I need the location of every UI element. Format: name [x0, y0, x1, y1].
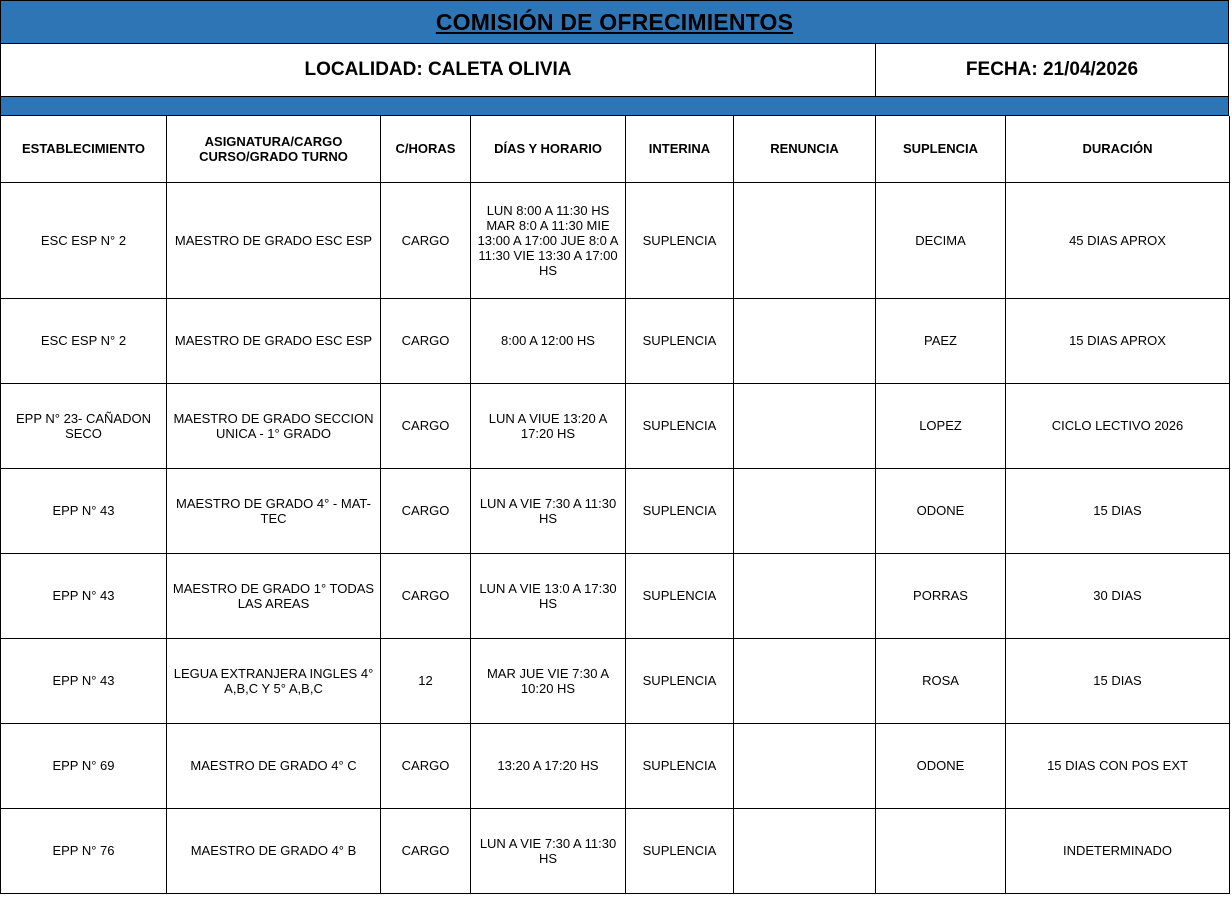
column-header: C/HORAS	[381, 116, 471, 182]
cell-schedule: LUN A VIE 7:30 A 11:30 HS	[471, 468, 626, 553]
cell-subject: MAESTRO DE GRADO 4° - MAT-TEC	[167, 468, 381, 553]
cell-duration: 30 DIAS	[1006, 553, 1230, 638]
cell-establishment: ESC ESP N° 2	[1, 298, 167, 383]
cell-interina: SUPLENCIA	[626, 182, 734, 298]
table-row	[1, 553, 1230, 638]
cell-establishment: EPP N° 43	[1, 553, 167, 638]
cell-subject: MAESTRO DE GRADO ESC ESP	[167, 182, 381, 298]
cell-hours: CARGO	[381, 298, 471, 383]
column-header: DÍAS Y HORARIO	[471, 116, 626, 182]
cell-duration: 15 DIAS	[1006, 638, 1230, 723]
cell-establishment: ESC ESP N° 2	[1, 182, 167, 298]
column-header: ASIGNATURA/CARGO CURSO/GRADO TURNO	[167, 116, 381, 182]
cell-interina: SUPLENCIA	[626, 383, 734, 468]
column-header: RENUNCIA	[734, 116, 876, 182]
cell-hours: CARGO	[381, 723, 471, 808]
cell-renuncia	[734, 723, 876, 808]
cell-schedule: LUN A VIE 13:0 A 17:30 HS	[471, 553, 626, 638]
cell-interina: SUPLENCIA	[626, 553, 734, 638]
cell-interina: SUPLENCIA	[626, 468, 734, 553]
cell-suplencia: ODONE	[876, 468, 1006, 553]
cell-schedule: LUN A VIE 7:30 A 11:30 HS	[471, 808, 626, 893]
cell-renuncia	[734, 808, 876, 893]
cell-renuncia	[734, 553, 876, 638]
offers-table	[0, 116, 1230, 894]
cell-establishment: EPP N° 43	[1, 468, 167, 553]
cell-renuncia	[734, 468, 876, 553]
cell-suplencia: PAEZ	[876, 298, 1006, 383]
page-title: COMISIÓN DE OFRECIMIENTOS	[435, 8, 794, 35]
cell-duration: 15 DIAS APROX	[1006, 298, 1230, 383]
table-row	[1, 638, 1230, 723]
table-row	[1, 182, 1230, 298]
table-row	[1, 468, 1230, 553]
locality-label: LOCALIDAD: CALETA OLIVIA	[1, 44, 876, 96]
cell-duration: 45 DIAS APROX	[1006, 182, 1230, 298]
cell-subject: MAESTRO DE GRADO 4° B	[167, 808, 381, 893]
cell-duration: CICLO LECTIVO 2026	[1006, 383, 1230, 468]
cell-establishment: EPP N° 43	[1, 638, 167, 723]
date-label: FECHA: 21/04/2026	[965, 59, 1139, 80]
cell-hours: CARGO	[381, 553, 471, 638]
table-row	[1, 298, 1230, 383]
cell-duration: 15 DIAS CON POS EXT	[1006, 723, 1230, 808]
column-header: INTERINA	[626, 116, 734, 182]
cell-suplencia: ROSA	[876, 638, 1006, 723]
cell-renuncia	[734, 182, 876, 298]
cell-subject: MAESTRO DE GRADO ESC ESP	[167, 298, 381, 383]
cell-hours: CARGO	[381, 182, 471, 298]
cell-subject: MAESTRO DE GRADO 1° TODAS LAS AREAS	[167, 553, 381, 638]
cell-duration: INDETERMINADO	[1006, 808, 1230, 893]
separator-bar	[0, 97, 1229, 116]
cell-establishment: EPP N° 69	[1, 723, 167, 808]
cell-establishment: EPP N° 23- CAÑADON SECO	[1, 383, 167, 468]
title-bar	[0, 0, 1229, 44]
table-row	[1, 808, 1230, 893]
cell-hours: 12	[381, 638, 471, 723]
table-row	[1, 723, 1230, 808]
cell-subject: MAESTRO DE GRADO 4° C	[167, 723, 381, 808]
cell-schedule: 8:00 A 12:00 HS	[471, 298, 626, 383]
cell-hours: CARGO	[381, 468, 471, 553]
cell-renuncia	[734, 298, 876, 383]
cell-subject: LEGUA EXTRANJERA INGLES 4° A,B,C Y 5° A,B,C	[167, 638, 381, 723]
cell-hours: CARGO	[381, 383, 471, 468]
cell-interina: SUPLENCIA	[626, 723, 734, 808]
cell-subject: MAESTRO DE GRADO SECCION UNICA - 1° GRADO	[167, 383, 381, 468]
table-header-row	[1, 116, 1230, 182]
cell-schedule: 13:20 A 17:20 HS	[471, 723, 626, 808]
cell-suplencia: ODONE	[876, 723, 1006, 808]
cell-renuncia	[734, 383, 876, 468]
column-header: DURACIÓN	[1006, 116, 1230, 182]
cell-suplencia: DECIMA	[876, 182, 1006, 298]
cell-schedule: MAR JUE VIE 7:30 A 10:20 HS	[471, 638, 626, 723]
cell-schedule: LUN 8:00 A 11:30 HS MAR 8:0 A 11:30 MIE 13:00 A 17:00 JUE 8:0 A 11:30 VIE 13:30 A 17:00 HS	[471, 182, 626, 298]
cell-hours: CARGO	[381, 808, 471, 893]
cell-suplencia	[876, 808, 1006, 893]
cell-establishment: EPP N° 76	[1, 808, 167, 893]
cell-interina: SUPLENCIA	[626, 638, 734, 723]
cell-renuncia	[734, 638, 876, 723]
cell-suplencia: LOPEZ	[876, 383, 1006, 468]
cell-interina: SUPLENCIA	[626, 808, 734, 893]
cell-interina: SUPLENCIA	[626, 298, 734, 383]
info-row	[0, 44, 1229, 97]
cell-schedule: LUN A VIUE 13:20 A 17:20 HS	[471, 383, 626, 468]
cell-duration: 15 DIAS	[1006, 468, 1230, 553]
cell-suplencia: PORRAS	[876, 553, 1006, 638]
table-row	[1, 383, 1230, 468]
column-header: SUPLENCIA	[876, 116, 1006, 182]
column-header: ESTABLECIMIENTO	[1, 116, 167, 182]
